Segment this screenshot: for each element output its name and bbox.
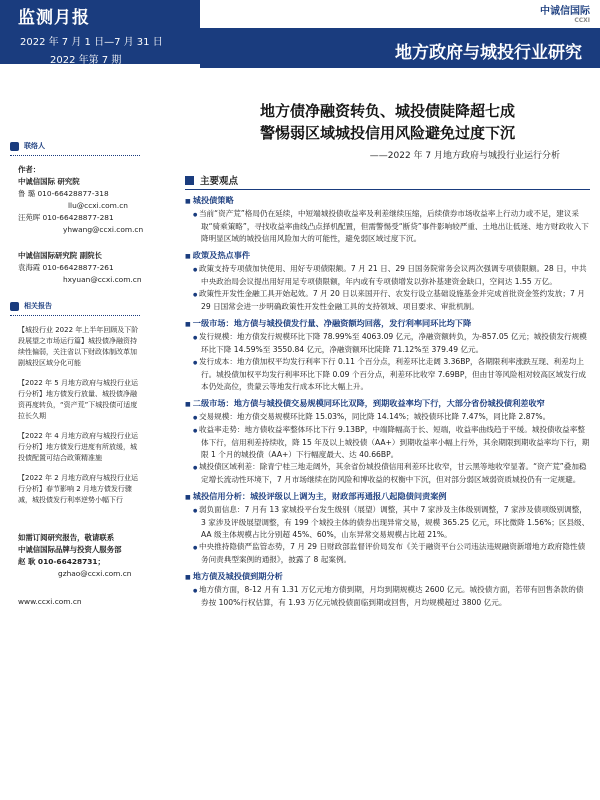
title-line-2: 警惕弱区域城投信用风险避免过度下沉 [259, 124, 515, 142]
point-text: ● 发行规模：地方债发行规模环比下降 78.99%至 4063.09 亿元，净融资额转负，为-857.05 亿元；城投债发行规模环比下降 14.59%至 3550.84 亿元，净融资额环比陡降 71.12%至 379.49 亿元。 [185, 331, 590, 356]
point-text: ● 政策性开发性金融工具开始起效。7 月 20 日以来国开行、农发行设立基础设施基金并完成首批资金签约发放；7 月 29 日国常会进一步明确政策性开发性金融工具的支持领域、项目要求、审批机制。 [185, 288, 590, 313]
point-heading: ■ 一级市场：地方债与城投债发行量、净融资额均回落，发行利率同环比均下降 [185, 317, 590, 331]
category-banner: 地方政府与城投行业研究 [200, 28, 600, 68]
date-range: 2022 年 7 月 1 日—7 月 31 日 [20, 37, 163, 48]
point-text: ● 收益率走势：地方债收益率整体环比下行 9.13BP，中端降幅高于长、短端，收益率曲线趋于平缓。城投债收益率整体下行，信用利差持续收，降 15 年及以上城投债（AA+）到期收益率小幅上行外，其余期限到期收益率均下行，期限 1 个月的城投债（AA+）下行幅度最大、达 40.66BP。 [185, 424, 590, 461]
main-content [185, 100, 590, 609]
point-text: ● 交易规模：地方债交易规模环比降 15.03%，同比降 14.14%；城投债环比降 7.47%，同比降 2.87%。 [185, 411, 590, 424]
point-text: ● 发行成本：地方债加权平均发行利率下行 0.11 个百分点，利差环比走阔 3.36BP，各期限利率涨跌互现、利差均上行。城投债加权平均发行利率环比下降 0.09 个百分点，利差环比收窄 7.69BP，但由甘等风险相对较高区域发行成本仍处高位，贵蒙云等地发行成本环比大幅上升。 [185, 356, 590, 393]
related-report[interactable]: 【2022 年 4 月地方政府与城投行业运行分析】地方债发行进度有所放缓，城投债配置可结合政策精准施 [18, 432, 138, 462]
related-heading: 相关报告 [10, 300, 150, 312]
issue-number: 2022 年第 7 期 [50, 55, 122, 66]
header-banner [0, 0, 200, 64]
org-name: 中诚信国际 研究院 [18, 177, 80, 186]
point-heading: ■ 城投信用分析：城投评级以上调为主，财政部再通报八起隐债问责案例 [185, 490, 590, 504]
point-text: ● 城投债区域利差：除青宁桂三地走阔外，其余省份城投债信用利差环比收窄，甘云黑等地收窄显著。“资产荒”叠加稳定增长流动性环境下，7 月市场继续在防风险和博收益的权衡中下沉，但对部分弱区域弱资质城投仍有一定规避。 [185, 461, 590, 486]
author-contact: 汪苑晖 010-66428877-281 [18, 213, 114, 222]
point-text: ● 当前“资产荒”格局仍在延续，中短端城投债收益率及利差继续压缩，后续债券市场收益率上行动力或不足，建议采取“骑乘策略”，寻找收益率曲线凸点择机配置，但需警惕受“断贷”事件影响较严重、土地出让低迷、地方财政收入下降明显区域的城投信用风险加大的可能性，避免弱区域过度下沉。 [185, 208, 590, 245]
author-email[interactable]: llu@ccxi.com.cn [68, 201, 128, 210]
subtitle: ——2022 年 7 月地方政府与城投行业运行分析 [369, 151, 560, 161]
author-email[interactable]: yhwang@ccxi.com.cn [63, 225, 144, 234]
related-report[interactable]: 【2022 年 2 月地方政府与城投行业运行分析】春节影响 2 月地方债发行骤减，城投债发行利率逆势小幅下行 [18, 474, 138, 504]
point-text: ● 政策支持专项债加快使用、用好专项债限额。7 月 21 日、29 日国务院常务会议两次强调专项债限额。28 日，中共中央政治局会议提出用好用足专项债限额，年内或有专项债增发以弥补基建资金缺口，空间达 1.55 万亿。 [185, 263, 590, 288]
point-heading: ■ 二级市场：地方债与城投债交易规模同环比双降，到期收益率均下行，大部分省份城投债利差收窄 [185, 397, 590, 411]
author-contact: 袁海霞 010-66428877-261 [18, 263, 114, 272]
subscribe-text: 如需订阅研究报告，敬请联系 [18, 533, 115, 542]
subscribe-contact: 赵 耿 010-66428731； [18, 557, 105, 566]
point-heading: ■ 政策及热点事件 [185, 249, 590, 263]
website-link[interactable]: www.ccxi.com.cn [18, 597, 82, 606]
subscribe-dept: 中诚信国际品牌与投资人服务部 [18, 545, 122, 554]
related-report[interactable]: 【城投行业 2022 年上半年回顾及下阶段展望之市场运行篇】城投债净融资持续性偏弱，关注省以下财政体制改革加剧城投区域分化可能 [18, 326, 139, 367]
point-text: ● 地方债方面，8-12 月有 1.31 万亿元地方债到期，月均到期规模达 2600 亿元。城投债方面，若带有回售条款的债券按 100%行权估算，有 1.93 万亿元城投债面临到期或回售，月均规模超过 3800 亿元。 [185, 584, 590, 609]
contact-heading: 联络人 [10, 140, 150, 152]
point-heading: ■ 地方债及城投债到期分析 [185, 570, 590, 584]
point-heading: ■ 城投债策略 [185, 194, 590, 208]
related-report[interactable]: 【2022 年 5 月地方政府与城投行业运行分析】地方债发行放量、城投债净融资再度转负，“资产荒”下城投债可适度拉长久期 [18, 379, 138, 420]
author-contact: 鲁 璐 010-66428877-318 [18, 189, 109, 198]
square-icon [185, 176, 194, 185]
point-text: ● 中央推持隐债严监管态势，7 月 29 日财政部监督评价局发布《关于融资平台公司违法违规融资新增地方政府隐性债务问责典型案例的通报》，披露了 8 起案例。 [185, 541, 590, 566]
sidebar [0, 140, 150, 800]
author-email[interactable]: hxyuan@ccxi.com.cn [63, 275, 142, 284]
logo: 中诚信国际 CCXI [540, 6, 590, 24]
org-name: 中诚信国际研究院 副院长 [18, 251, 102, 260]
subscribe-email[interactable]: gzhao@ccxi.com.cn [58, 569, 132, 578]
title-line-1: 地方债净融资转负、城投债陡降超七成 [259, 102, 515, 120]
point-text: ● 弱负面信息：7 月有 13 家城投平台发生级别（展望）调整，其中 7 家涉及主体级别调整，7 家涉及债项级别调整，3 家涉及评级展望调整，有 199 个城投主体的债券出现异常交易，规模 365.25 亿元，环比微降 1.56%；区县级、AA 级主体规模占比分别超 45%、60%，山东异常交易规模占比超 21%。 [185, 504, 590, 541]
document-icon [10, 302, 19, 311]
person-icon [10, 142, 19, 151]
authors-label: 作者： [18, 165, 41, 174]
report-type: 监测月报 [18, 8, 90, 28]
section-heading: 主要观点 [185, 173, 590, 190]
